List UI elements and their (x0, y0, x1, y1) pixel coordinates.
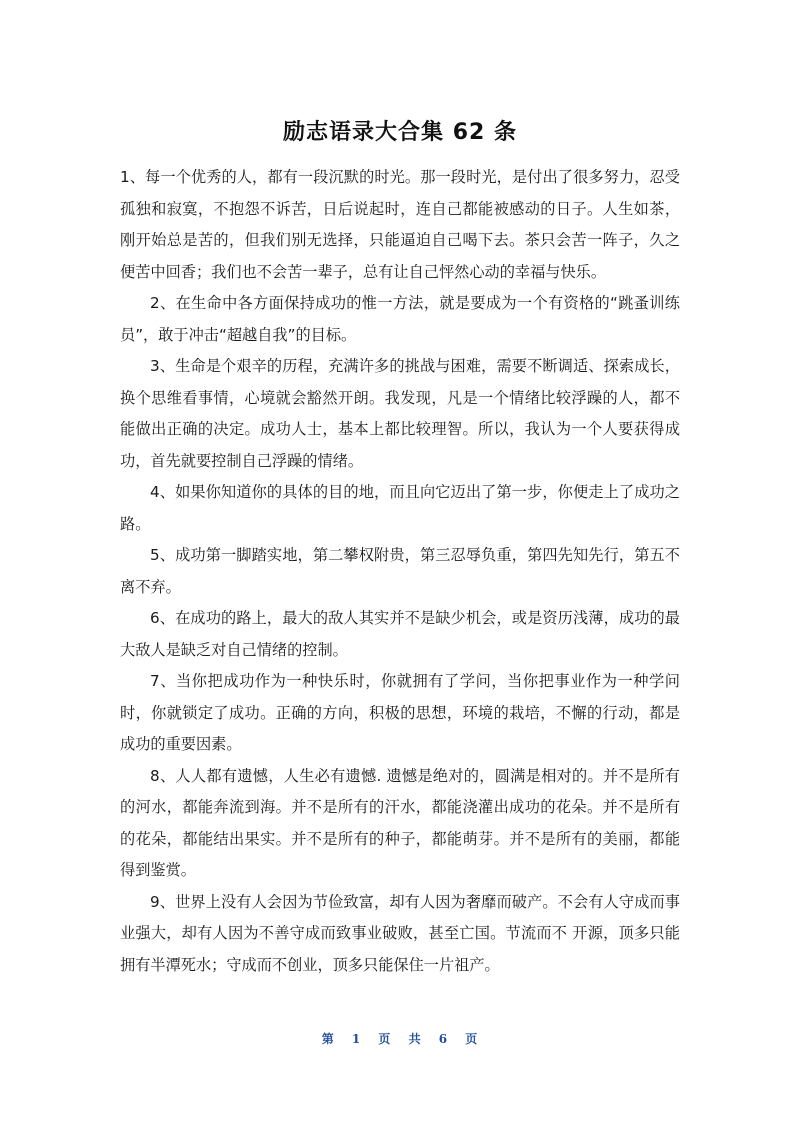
quote-paragraph-1: 1、每一个优秀的人，都有一段沉默的时光。那一段时光，是付出了很多努力，忍受孤独和寂寞，不抱怨不诉苦，日后说起时，连自己都能被感动的日子。人生如茶，刚开始总是苦的，但我们别无选择，只能逼迫自己喝下去。茶只会苦一阵子，久之便苦中回香；我们也不会苦一辈子，总有让自己怦然心动的幸福与快乐。 (120, 168, 680, 281)
quote-paragraph-7: 7、当你把成功作为一种快乐时，你就拥有了学问，当你把事业作为一种学问时，你就锁定了成功。正确的方向，积极的思想，环境的栽培，不懈的行动，都是成功的重要因素。 (120, 672, 680, 753)
page-number-footer: 第 1 页 共 6 页 (321, 1032, 479, 1046)
quote-paragraph-4: 4、如果你知道你的具体的目的地，而且向它迈出了第一步，你便走上了成功之路。 (120, 483, 680, 533)
quote-paragraph-6: 6、在成功的路上，最大的敌人其实并不是缺少机会，或是资历浅薄，成功的最大敌人是缺乏对自己情绪的控制。 (120, 609, 680, 659)
quote-paragraph-3: 3、生命是个艰辛的历程，充满许多的挑战与困难，需要不断调适、探索成长，换个思维看事情，心境就会豁然开朗。我发现，凡是一个情绪比较浮躁的人，都不能做出正确的决定。成功人士，基本上都比较理智。所以，我认为一个人要获得成功，首先就要控制自己浮躁的情绪。 (120, 357, 680, 470)
document-title: 励志语录大合集 62 条 (283, 120, 517, 145)
quote-paragraph-5: 5、成功第一脚踏实地，第二攀权附贵，第三忍辱负重，第四先知先行，第五不离不弃。 (120, 546, 680, 596)
quote-paragraph-9: 9、世界上没有人会因为节俭致富，却有人因为奢靡而破产。不会有人守成而事业强大，却有人因为不善守成而致事业破败，甚至亡国。节流而不 开源，顶多只能拥有半潭死水；守成而不创业，顶多只能保住一片祖产。 (120, 892, 680, 974)
quote-paragraph-2: 2、在生命中各方面保持成功的惟一方法，就是要成为一个有资格的“跳蚤训练员”，敢于冲击“超越自我”的目标。 (120, 294, 680, 344)
quote-paragraph-8: 8、人人都有遗憾，人生必有遗憾. 遗憾是绝对的，圆满是相对的。并不是所有的河水，都能奔流到海。并不是所有的汗水，都能浇灌出成功的花朵。并不是所有的花朵，都能结出果实。并不是所有的种子，都能萌芽。并不是所有的美丽，都能得到鉴赏。 (120, 766, 680, 879)
document-body (120, 162, 680, 981)
